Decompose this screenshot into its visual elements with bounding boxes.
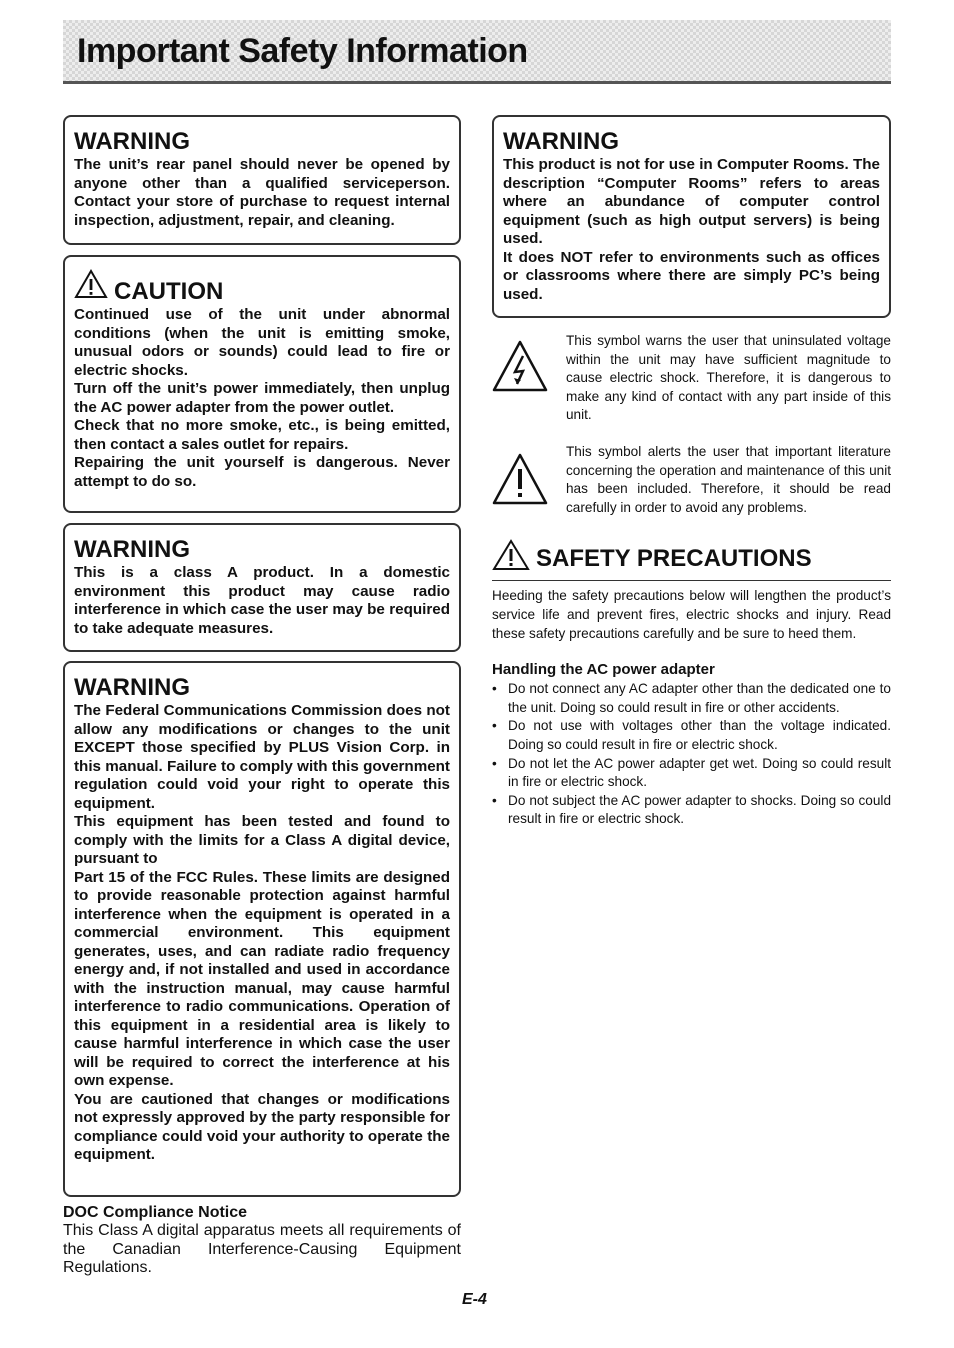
- caution-box: [63, 255, 461, 513]
- left-column: [63, 115, 461, 1278]
- fcc-text-1: The Federal Communications Commission does not allow any modifications or changes to the unit EXCEPT those specified by PLUS Vision Corp. in this manual. Failure to comply with this government regulation could void your right to operate this equipment.: [74, 702, 450, 812]
- page-number: E-4: [462, 1291, 487, 1308]
- warning-heading: WARNING: [503, 128, 619, 155]
- list-item: • Do not subject the AC power adapter to shocks. Doing so could result in fire or electric shock.: [492, 792, 891, 829]
- right-column: [492, 115, 891, 829]
- electric-symbol-text: This symbol warns the user that uninsulated voltage within the unit may have sufficient magnitude to cause electric shock. Therefore, it is dangerous to make any kind of contact with any part inside of this unit.: [566, 333, 891, 423]
- fcc-text-4: You are cautioned that changes or modifications not expressly approved by the party responsible for compliance could void your authority to operate the equipment.: [74, 1090, 450, 1163]
- caution-text-4: Repairing the unit yourself is dangerous. Never attempt to do so.: [74, 454, 450, 490]
- exclamation-symbol-text: This symbol alerts the user that important literature concerning the operation and maintenance of this unit has been included. Therefore, it should be read carefully in order to avoid any problems.: [566, 443, 891, 515]
- caution-heading: CAUTION: [114, 278, 224, 305]
- computer-rooms-text-2: It does NOT refer to environments such as offices or classrooms where there are simply PC’s being used.: [503, 248, 880, 303]
- warning-box-rear-panel: [63, 115, 461, 245]
- list-item: • Do not let the AC power adapter get wet. Doing so could result in fire or electric shock.: [492, 755, 891, 792]
- caution-triangle-icon: [74, 269, 108, 305]
- warning-heading: WARNING: [74, 674, 190, 701]
- electric-shock-icon: [492, 332, 548, 399]
- exclamation-warning-icon: [492, 443, 548, 512]
- page-title: Important Safety Information: [77, 32, 528, 70]
- ac-adapter-list: [492, 680, 891, 829]
- symbol-row-electric: [492, 332, 891, 425]
- caution-text-1: Continued use of the unit under abnormal conditions (when the unit is emitting smoke, unusual odors or sounds) could lead to fire or electric shocks.: [74, 306, 450, 379]
- warning-heading: WARNING: [74, 128, 190, 155]
- doc-heading: DOC Compliance Notice: [63, 1204, 248, 1221]
- safety-precautions-heading-row: [492, 539, 891, 581]
- warning-text: The unit’s rear panel should never be opened by anyone other than a qualified serviceperson. Contact your store of purchase to request internal inspection, adjustment, repair, and cleaning.: [74, 156, 450, 229]
- doc-text: This Class A digital apparatus meets all requirements of the Canadian Interference-Causing Equipment Regulations.: [63, 1222, 461, 1276]
- caution-text-2: Turn off the unit’s power immediately, then unplug the AC power adapter from the power outlet.: [74, 380, 450, 416]
- warning-heading: WARNING: [74, 536, 190, 563]
- warning-box-computer-rooms: [492, 115, 891, 318]
- warning-box-class-a: [63, 523, 461, 652]
- caution-heading-row: [74, 269, 450, 305]
- doc-compliance-section: [63, 1203, 461, 1278]
- list-item: • Do not connect any AC adapter other than the dedicated one to the unit. Doing so could result in fire or other accidents.: [492, 680, 891, 717]
- warning-box-fcc: [63, 661, 461, 1197]
- fcc-text-2: This equipment has been tested and found to comply with the limits for a Class A digital device, pursuant to: [74, 813, 450, 867]
- list-item: • Do not use with voltages other than the voltage indicated. Doing so could result in fire or electric shock.: [492, 717, 891, 754]
- safety-precautions-heading: SAFETY PRECAUTIONS: [536, 544, 812, 572]
- warning-text: This is a class A product. In a domestic environment this product may cause radio interference in which case the user may be required to take adequate measures.: [74, 564, 450, 637]
- symbol-row-exclamation: [492, 443, 891, 517]
- page-title-banner: [63, 20, 891, 84]
- ac-adapter-subheading: Handling the AC power adapter: [492, 661, 715, 679]
- safety-intro: Heeding the safety precautions below will lengthen the product’s service life and prevent fires, electric shocks and injury. Read these safety precautions carefully and be sure to heed them.: [492, 588, 891, 641]
- caution-text-3: Check that no more smoke, etc., is being emitted, then contact a sales outlet for repairs.: [74, 417, 450, 453]
- fcc-text-3: Part 15 of the FCC Rules. These limits are designed to provide reasonable protection against harmful interference when the equipment is operated in a commercial environment. This equipment generates, uses, and can radiate radio frequency energy and, if not installed and used in accordance with the instruction manual, may cause harmful interference to radio communications. Operation of this equipment in a residential area is likely to cause harmful interference in which case the user will be required to correct the interference at his own expense.: [74, 868, 450, 1089]
- computer-rooms-text-1: This product is not for use in Computer Rooms. The description “Computer Rooms” refers to areas where an abundance of computer control equipment (such as high output servers) is being used.: [503, 156, 880, 247]
- safety-triangle-icon: [492, 539, 530, 578]
